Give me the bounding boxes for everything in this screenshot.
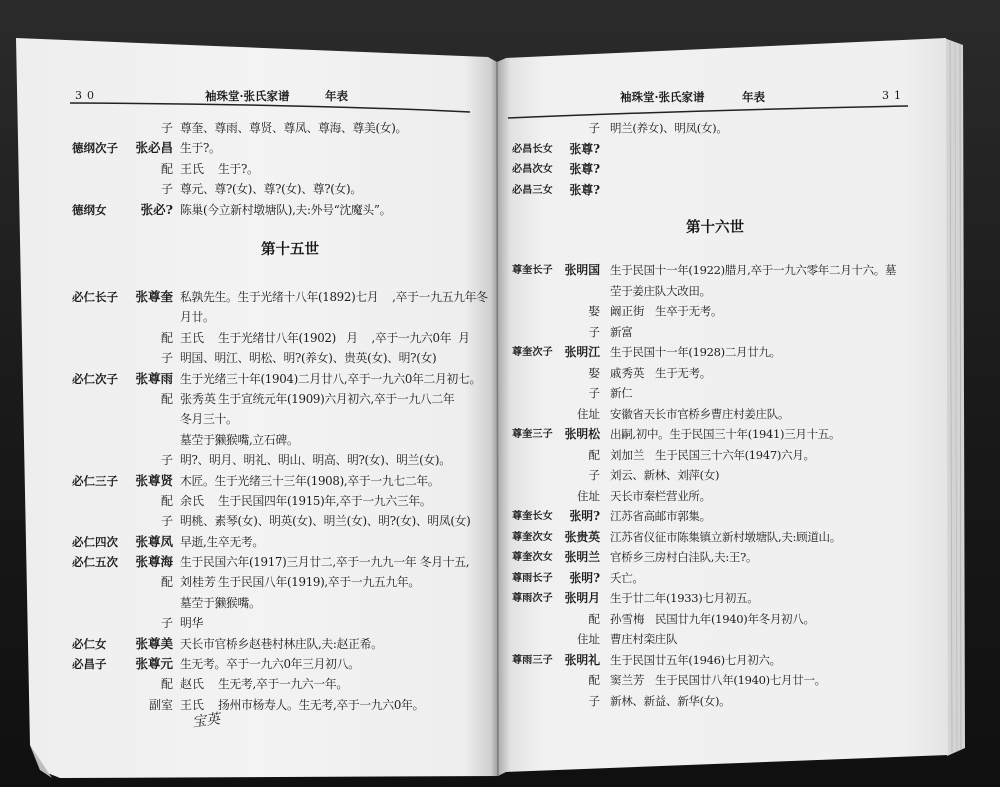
spouse-name: 刘桂芳 [180,575,217,590]
relation-label: 必仁次子 [72,371,118,386]
genealogy-row [512,547,942,568]
relation-label: 德纲女 [72,202,107,217]
person-name: 张尊海 [135,554,173,570]
spouse-name: 孙雪梅 [610,611,645,626]
entry-text: 生于无考。 [655,365,711,380]
entry-text: 刘云、新林、刘萍(女) [610,468,720,482]
entry-text: 生于光绪廿八年(1902) 月 ,卒于一九六0年 月 [218,330,470,345]
entry-text: 扬州市杨寿人。生无考,卒于一九六0年。 [218,697,425,712]
entry-text: 生于民国廿五年(1946)七月初六。 [610,652,781,667]
genealogy-row [72,613,497,633]
genealogy-row [512,527,942,548]
relation-label [512,383,560,404]
role-marker: 子 [588,693,600,708]
left-generation-title: 第十五世 [261,241,319,258]
role-marker: 配 [588,673,600,687]
relation-label [72,491,130,511]
right-page-number: 31 [882,89,906,102]
role-marker: 子 [160,514,173,529]
person-name: 张尊? [569,141,600,156]
genealogy-row [72,409,497,429]
relation-label: 德纲次子 [72,141,118,156]
relation-label: 必昌次女 [512,163,553,175]
right-page-entries-main [512,260,942,711]
role-marker: 子 [160,351,173,366]
role-marker: 配 [588,447,600,462]
relation-label: 必仁长子 [72,290,118,304]
entry-text: 生于光绪三十年(1904)二月廿八,卒于一九六0年二月初七。 [180,371,482,386]
relation-label [512,629,560,650]
entry-text: 生于民国三十六年(1947)六月。 [655,447,815,462]
role-marker: 住址 [577,488,600,503]
relation-label: 尊奎长女 [512,510,553,522]
relation-label: 尊奎次女 [512,551,553,563]
relation-label: 必昌子 [72,657,107,672]
relation-label [72,389,130,409]
genealogy-row [512,691,942,712]
spouse-name: 王氏 [180,161,205,176]
handwritten-note: 宝英 [191,711,222,731]
genealogy-row [72,328,497,348]
genealogy-row [72,138,497,158]
person-name: 张明礼 [564,652,600,667]
entry-text: 生于民国六年(1917)三月廿二,卒于一九九一年 冬月十五, [180,555,470,570]
genealogy-row [512,486,942,507]
person-name: 张尊奎 [135,289,173,304]
genealogy-row [512,301,942,322]
spouse-name: 张秀英 [180,391,217,406]
spouse-name: 阚正街 [610,304,645,318]
right-header-title: 袖珠堂·张氏家谱 [620,90,705,104]
person-name: 张尊美 [135,635,173,651]
left-page-entries-top [72,118,497,220]
genealogy-row [512,281,942,302]
entry-text: 生于宣统元年(1909)六月初六,卒于一九八二年 [218,391,455,406]
spouse-name: 窦兰芳 [610,673,645,687]
spouse-name: 刘加兰 [610,447,645,462]
relation-label: 必仁四次 [72,534,118,549]
person-name: 张尊雨 [135,370,173,386]
genealogy-row [512,670,942,691]
genealogy-row [72,287,497,307]
relation-label: 尊奎长子 [512,264,553,276]
person-name: 张明月 [564,591,600,605]
right-generation-title: 第十六世 [686,219,744,236]
entry-text: 尊元、尊?(女)、尊?(女)、尊?(女)。 [180,182,362,197]
relation-label [72,695,130,715]
role-marker: 配 [160,677,173,692]
entry-text: 天长市秦栏营业所。 [610,488,711,503]
genealogy-row [512,159,942,180]
entry-text: 墓茔于獭猴嘴,立石碑。 [180,432,299,447]
person-name: 张尊凤 [135,533,173,549]
relation-label: 尊奎次子 [512,346,553,358]
entry-text: 生卒于无考。 [655,304,723,318]
role-marker: 子 [588,121,600,135]
relation-label [512,363,560,384]
entry-text: 生于民国四年(1915)年,卒于一九六三年。 [218,493,432,508]
role-marker: 子 [160,453,173,468]
entry-text: 冬月三十。 [180,412,238,427]
relation-label [72,307,130,327]
relation-label [72,430,130,450]
genealogy-row [512,465,942,486]
entry-text: 明?、明月、明礼、明山、明高、明?(女)、明兰(女)。 [180,453,451,468]
relation-label [512,445,560,466]
person-name: 张必昌 [135,140,173,156]
genealogy-row [72,572,497,592]
entry-text: 生于民国廿八年(1940)七月廿一。 [655,673,826,687]
relation-label [72,511,130,531]
right-page-entries-top [512,118,942,200]
role-marker: 配 [160,493,173,508]
entry-text: 官桥乡三房村白洼队,夫:王?。 [610,550,758,564]
relation-label [72,450,130,470]
genealogy-row [72,179,497,199]
relation-label [72,159,130,179]
role-marker: 住址 [577,632,600,646]
entry-text: 陈巢(今立新村墩塘队),夫:外号“沈魔头”。 [180,202,392,217]
relation-label: 尊奎三子 [512,428,553,440]
spouse-name: 王氏 [180,330,205,345]
relation-label: 尊雨次子 [512,592,553,604]
entry-text: 私孰先生。生于光绪十八年(1892)七月 ,卒于一九五九年冬 [180,290,488,304]
genealogy-row [512,322,942,343]
relation-label [512,322,560,343]
genealogy-row [72,593,497,613]
person-name: 张明江 [564,345,600,359]
relation-label [512,465,560,486]
relation-label: 尊奎次女 [512,530,553,543]
genealogy-row [512,609,942,630]
genealogy-row [512,383,942,404]
role-marker: 子 [588,324,600,339]
entry-text: 生于民国十一年(1922)腊月,卒于一九六零年二月十六。墓 [610,263,897,277]
relation-label [512,486,560,507]
relation-label [72,572,130,592]
entry-text: 明兰(养女)、明凤(女)。 [610,121,728,135]
genealogy-row [72,634,497,654]
relation-label [72,613,130,633]
entry-text: 月廿。 [180,310,215,325]
entry-text: 江苏省高邮市郭集。 [610,509,711,523]
spouse-name: 王氏 [180,697,205,712]
entry-text: 新林、新益、新华(女)。 [610,693,731,708]
person-name: 张尊元 [135,656,173,672]
entry-text: 明华 [180,616,203,631]
relation-label: 必昌长女 [512,142,553,155]
relation-label [512,609,560,630]
genealogy-row [512,568,942,589]
relation-label [512,281,560,302]
role-marker: 娶 [588,304,600,318]
entry-text: 生于?。 [180,141,221,156]
person-name: 张明松 [564,427,600,441]
right-header-section: 年表 [742,90,765,104]
relation-label [72,409,130,429]
role-marker [130,593,173,613]
role-marker [130,307,173,327]
left-header-section: 年表 [325,89,348,103]
genealogy-row [72,532,497,552]
relation-label: 尊雨三子 [512,653,553,666]
person-name: 张尊? [569,162,600,176]
entry-text: 曹庄村栾庄队 [610,632,678,646]
genealogy-row [512,506,942,527]
role-marker: 配 [160,391,173,406]
genealogy-row [512,650,942,671]
role-marker: 配 [160,161,173,176]
relation-label: 必仁女 [72,636,107,651]
relation-label: 必仁五次 [72,555,118,570]
genealogy-row [512,342,942,363]
entry-text: 明国、明江、明松、明?(养女)、贵英(女)、明?(女) [180,351,437,366]
genealogy-row [512,118,942,139]
entry-text: 明桃、素琴(女)、明英(女)、明兰(女)、明?(女)、明凤(女) [180,514,471,529]
role-marker: 子 [588,386,600,400]
genealogy-row [72,654,497,674]
entry-text: 新仁 [610,386,633,400]
genealogy-row [72,307,497,327]
genealogy-row [512,404,942,425]
person-name: 张尊? [569,182,600,197]
role-marker: 娶 [588,365,600,380]
genealogy-row [72,369,497,389]
left-page-number: 30 [75,89,99,102]
genealogy-row [512,629,942,650]
entry-text: 天长市官桥乡赵巷村林庄队,夫:赵正希。 [180,636,383,651]
entry-text: 新富 [610,324,633,339]
relation-label [72,118,130,138]
relation-label: 必昌三女 [512,183,553,196]
relation-label [512,118,560,139]
role-marker: 副室 [148,697,173,712]
entry-text: 生于民国十一年(1928)二月廿九。 [610,345,781,359]
relation-label [72,179,130,199]
spouse-name: 余氏 [180,493,205,508]
person-name: 张贵英 [564,529,600,544]
relation-label: 尊雨长子 [512,571,553,584]
genealogy-row [512,180,942,201]
role-marker [130,430,173,450]
relation-label [512,301,560,322]
role-marker: 住址 [577,406,600,421]
relation-label [72,674,130,694]
person-name: 张必? [140,201,173,217]
genealogy-row [512,588,942,609]
book-spine [497,62,498,776]
genealogy-row [512,363,942,384]
entry-text: 木匠。生于光绪三十三年(1908),卒于一九七二年。 [180,473,440,488]
spouse-name: 戚秀英 [610,365,645,380]
entry-text: 民国廿九年(1940)年冬月初八。 [655,611,815,626]
role-marker: 配 [160,575,173,590]
left-header-title: 袖珠堂·张氏家谱 [205,89,290,103]
entry-text: 安徽省天长市官桥乡曹庄村姜庄队。 [610,406,790,421]
person-name: 张明兰 [564,550,600,564]
genealogy-row [72,674,497,694]
role-marker: 子 [160,182,173,197]
genealogy-row [512,139,942,160]
genealogy-row [72,389,497,409]
relation-label [72,593,130,613]
genealogy-row [72,118,497,138]
entry-text: 尊奎、尊雨、尊贤、尊凤、尊海、尊美(女)。 [180,121,408,135]
person-name: 张尊贤 [135,472,173,488]
role-marker [560,281,600,302]
entry-text: 茔于姜庄队大改田。 [610,283,711,298]
genealogy-row [512,260,942,281]
genealogy-row [72,471,497,491]
person-name: 张明? [569,570,600,585]
genealogy-row [72,348,497,368]
entry-text: 夭亡。 [610,570,644,585]
genealogy-row [72,511,497,531]
genealogy-row [512,424,942,445]
role-marker: 子 [160,121,173,135]
genealogy-row [72,159,497,179]
role-marker: 子 [160,616,173,631]
role-marker: 子 [588,468,600,482]
spouse-name: 赵氏 [180,677,205,692]
entry-text: 生于民国八年(1919),卒于一九五九年。 [218,575,420,590]
genealogy-row [72,200,497,220]
entry-text: 生于?。 [218,161,259,176]
relation-label [72,348,130,368]
relation-label [512,670,560,691]
relation-label [512,691,560,712]
entry-text: 出嗣,初中。生于民国三十年(1941)三月十五。 [610,427,841,441]
genealogy-row [72,450,497,470]
person-name: 张明? [569,509,600,523]
left-page-entries-main [72,287,497,715]
genealogy-row [72,695,497,715]
person-name: 张明国 [564,263,600,277]
genealogy-row [512,445,942,466]
genealogy-row [72,491,497,511]
relation-label [72,328,130,348]
relation-label [512,404,560,425]
genealogy-row [72,430,497,450]
entry-text: 生无考。卒于一九六0年三月初八。 [180,657,360,672]
entry-text: 生于廿二年(1933)七月初五。 [610,591,759,605]
relation-label: 必仁三子 [72,473,118,488]
entry-text: 早逝,生卒无考。 [180,534,264,549]
entry-text: 生无考,卒于一九六一年。 [218,677,348,692]
role-marker: 配 [160,330,173,345]
role-marker: 配 [588,611,600,626]
entry-text: 江苏省仪征市陈集镇立新村墩塘队,夫:顾道山。 [610,529,841,544]
role-marker [130,409,173,429]
genealogy-row [72,552,497,572]
entry-text: 墓茔于獭猴嘴。 [180,595,261,610]
